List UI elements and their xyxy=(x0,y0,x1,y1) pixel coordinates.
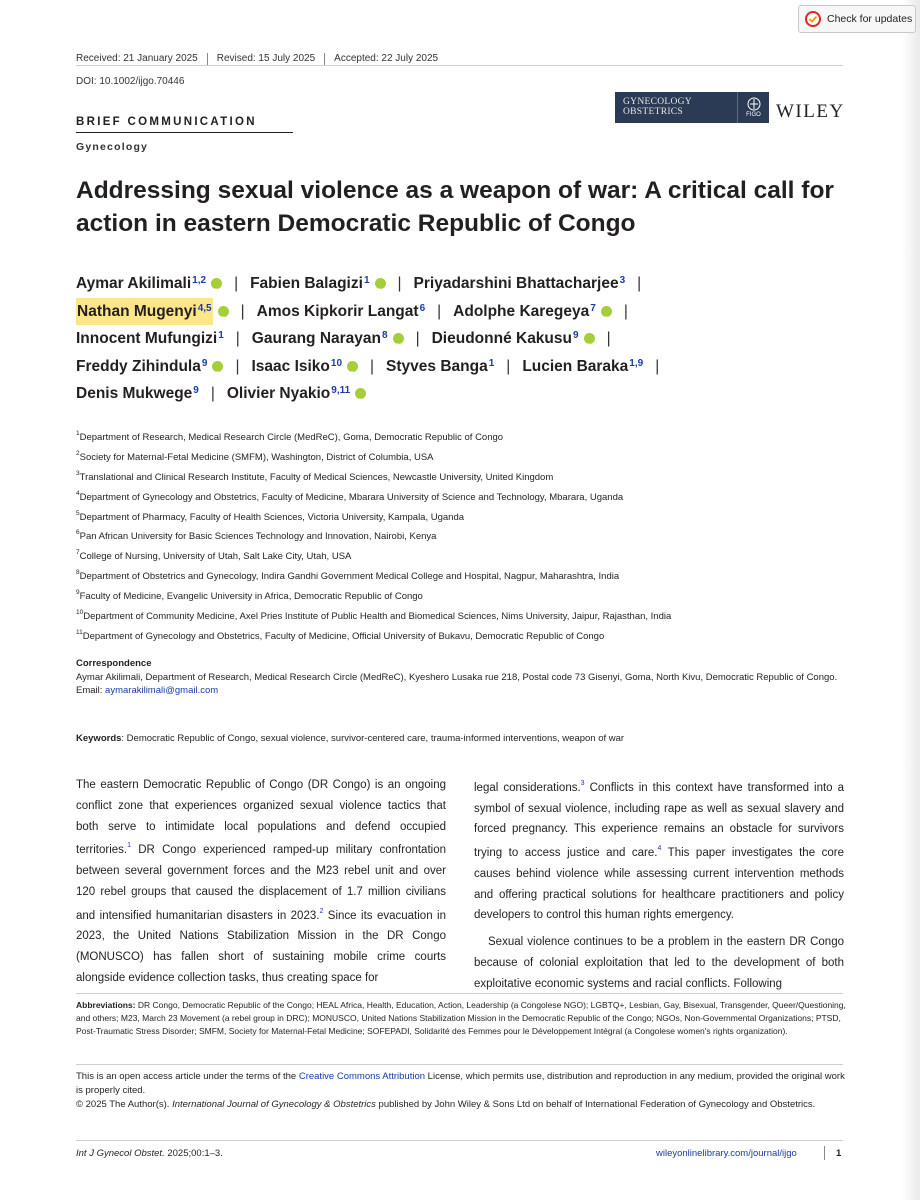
page-number: 1 xyxy=(836,1148,842,1159)
author-affiliation-ref[interactable]: 4,5 xyxy=(197,302,212,314)
body-text: legal considerations. xyxy=(474,781,581,794)
affiliation-text: Faculty of Medicine, Evangelic University in Africa, Democratic Republic of Congo xyxy=(79,591,423,603)
affiliation-text: Department of Community Medicine, Axel Pries Institute of Public Health and Biomedical Sciences, Nims University, Jaipur, Rajasthan, India xyxy=(83,611,672,623)
journal-logo-line1: GYNECOLOGY xyxy=(623,97,692,107)
citation-journal: Int J Gynecol Obstet. xyxy=(76,1148,165,1159)
body-paragraph xyxy=(76,775,446,989)
keywords xyxy=(76,733,846,744)
abbreviations-text: DR Congo, Democratic Republic of the Congo; HEAL Africa, Health, Education, Action, Leadership (a Congolese NGO); LGBTQ+, Lesbian, Gay, Bisexual, Transgender, Queer/Questioning, and others; M23, March 23 Movement (a rebel group in DRC); MONUSCO, United Nations Stabilization Mission in the Democratic Republic of the Congo; NGOs, Non-Governmental Organizations; PTSD, Post-Traumatic Stress Disorder; SMFM, Society for Maternal-Fetal Medicine; SOFEPADI, Solidarité des Femmes pour le Développement Intégral (a Congolese women's rights organization). xyxy=(76,1000,846,1036)
author-name: Amos Kipkorir Langat xyxy=(256,302,419,320)
affiliation-text: Translational and Clinical Research Institute, Faculty of Medical Sciences, Newcastle University, United Kingdom xyxy=(79,471,554,483)
article-title: Addressing sexual violence as a weapon of war: A critical call for action in eastern Democratic Republic of Congo xyxy=(76,177,834,237)
affiliation-number: 5 xyxy=(76,509,80,517)
submission-dates xyxy=(76,53,438,65)
check-for-updates-label: Check for updates xyxy=(827,13,913,25)
copyright-text: published by John Wiley & Sons Ltd on behalf of International Federation of Gynecology and Obstetrics. xyxy=(375,1098,816,1110)
citation-ref[interactable]: 1 xyxy=(127,842,132,850)
author-separator: | xyxy=(506,357,511,375)
affiliation-text: Department of Research, Medical Research Circle (MedReC), Goma, Democratic Republic of Congo xyxy=(79,432,504,444)
author-affiliation-ref[interactable]: 1 xyxy=(218,330,224,341)
author-affiliation-ref[interactable]: 6 xyxy=(419,302,426,314)
affiliation xyxy=(76,567,856,587)
orcid-icon[interactable] xyxy=(393,333,404,344)
keywords-label: Keywords xyxy=(76,733,122,744)
affiliation xyxy=(76,547,856,567)
keywords-text: : Democratic Republic of Congo, sexual violence, survivor-centered care, trauma-informed interventions, weapon of war xyxy=(121,733,625,744)
affiliation-text: Department of Gynecology and Obstetrics, Faculty of Medicine, Mbarara University of Science and Technology, Mbarara, Uganda xyxy=(79,491,624,503)
date-separator xyxy=(207,53,208,65)
author-name: Freddy Zihindula xyxy=(76,357,201,375)
author-affiliation-ref[interactable]: 1 xyxy=(363,275,370,286)
affiliation-text: Department of Obstetrics and Gynecology, Indira Gandhi Government Medical College and Hospital, Nagpur, Maharashtra, India xyxy=(79,571,620,583)
figo-label: FIGO xyxy=(746,112,761,118)
author-affiliation-ref[interactable]: 1 xyxy=(488,357,495,369)
received-date: Received: 21 January 2025 xyxy=(76,53,198,64)
author-separator: | xyxy=(437,302,442,320)
author-separator: | xyxy=(637,275,642,292)
correspondence-heading: Correspondence xyxy=(76,658,152,669)
body-text: The eastern Democratic Republic of Congo (DR Congo) is an ongoing conflict zone that experiences organized sexual violence tactics that both serve to intimidate local populations and defend occupied territories. xyxy=(76,779,446,857)
affiliation-number: 9 xyxy=(76,589,80,597)
affiliation-number: 3 xyxy=(76,469,80,477)
orcid-icon[interactable] xyxy=(375,278,386,289)
license-statement xyxy=(76,1070,846,1098)
license-divider xyxy=(76,1064,843,1065)
correspondence xyxy=(76,657,846,698)
journal-logo-line2: OBSTETRICS xyxy=(623,107,684,117)
affiliation xyxy=(76,448,856,468)
author-line xyxy=(76,380,856,408)
author-line xyxy=(76,298,856,326)
author-name: Adolphe Karegeya xyxy=(453,302,590,320)
figo-logo xyxy=(737,92,769,123)
affiliation-number: 10 xyxy=(76,609,84,617)
affiliation xyxy=(76,468,856,488)
check-for-updates-button[interactable] xyxy=(798,5,916,33)
affiliation xyxy=(76,508,856,528)
author-affiliation-ref[interactable]: 3 xyxy=(619,275,626,286)
orcid-icon[interactable] xyxy=(211,278,222,289)
author-name: Denis Mukwege xyxy=(76,385,193,402)
author-affiliation-ref[interactable]: 9 xyxy=(193,385,199,396)
revised-date: Revised: 15 July 2025 xyxy=(216,53,316,64)
citation-volume: 2025;00:1–3. xyxy=(164,1148,223,1159)
affiliation xyxy=(76,607,856,627)
author-separator: | xyxy=(415,330,420,347)
article-type-underline xyxy=(76,132,293,133)
footer-citation xyxy=(76,1148,223,1159)
author[interactable] xyxy=(453,298,612,326)
author[interactable] xyxy=(76,380,199,408)
author-name: Olivier Nyakio xyxy=(226,385,331,402)
license-text: License, which permits use, distribution and reproduction in any medium, provided the original work is properly cited. xyxy=(76,1071,845,1096)
author-affiliation-ref[interactable]: 1,9 xyxy=(629,357,644,369)
affiliation-list xyxy=(76,428,856,647)
journal-url-link[interactable]: wileyonlinelibrary.com/journal/ijgo xyxy=(656,1148,797,1159)
orcid-icon[interactable] xyxy=(347,361,358,372)
affiliation-number: 11 xyxy=(76,628,83,636)
abbreviations xyxy=(76,999,846,1038)
figo-emblem-icon xyxy=(747,97,761,111)
author[interactable] xyxy=(257,298,425,326)
email-link[interactable]: aymarakilimali@gmail.com xyxy=(105,685,219,696)
citation-ref[interactable]: 3 xyxy=(580,780,585,787)
author-separator: | xyxy=(234,275,239,292)
affiliation-text: College of Nursing, University of Utah, Salt Lake City, Utah, USA xyxy=(79,551,352,563)
author[interactable] xyxy=(227,380,366,408)
page-edge-shadow xyxy=(902,0,920,1200)
affiliation xyxy=(76,627,856,647)
license-notice xyxy=(76,1070,846,1111)
author-separator: | xyxy=(210,385,215,402)
author[interactable] xyxy=(76,353,223,381)
orcid-icon[interactable] xyxy=(355,388,366,399)
body-paragraph: Sexual violence continues to be a problem in the eastern DR Congo because of colonial exploitation that led to the development of both exploitative economic systems and racial conflicts. Following xyxy=(474,936,844,990)
accepted-date: Accepted: 22 July 2025 xyxy=(334,53,439,64)
author-separator: | xyxy=(655,357,660,375)
body-text: This paper investigates the core causes behind violence while assessing current intervention methods and offering practical solutions for healthcare practitioners and policy developers to control this human rights emergency. xyxy=(474,847,844,922)
affiliation-text: Society for Maternal-Fetal Medicine (SMFM), Washington, District of Columbia, USA xyxy=(79,452,434,464)
correspondence-address: Aymar Akilimali, Department of Research, Medical Research Circle (MedReC), Kyeshero Lusaka rue 218, Postal code 73 Gisenyi, Goma, North Kivu, Democratic Republic of Congo. xyxy=(76,671,838,683)
author-separator: | xyxy=(240,302,245,320)
author-name: Lucien Baraka xyxy=(522,357,629,375)
author-name: Gaurang Narayan xyxy=(251,330,382,347)
author-name: Innocent Mufungizi xyxy=(76,330,218,347)
affiliation xyxy=(76,488,856,508)
author-affiliation-ref[interactable]: 1,2 xyxy=(192,275,207,286)
correspondence-email-line xyxy=(76,684,846,698)
author-affiliation-ref[interactable]: 10 xyxy=(330,357,343,369)
citation-ref[interactable]: 2 xyxy=(319,907,324,915)
affiliation-number: 6 xyxy=(76,529,80,537)
author-separator: | xyxy=(235,357,240,375)
article-subsection: Gynecology xyxy=(76,141,149,153)
author-affiliation-ref[interactable]: 9,11 xyxy=(331,385,351,396)
orcid-icon[interactable] xyxy=(218,306,229,317)
affiliation xyxy=(76,527,856,547)
publisher-logo[interactable]: WILEY xyxy=(776,101,845,122)
affiliation-text: Department of Gynecology and Obstetrics, Faculty of Medicine, Official University of Bukavu, Democratic Republic of Congo xyxy=(82,631,605,643)
affiliation-number: 2 xyxy=(76,449,80,457)
journal-logo[interactable] xyxy=(615,92,769,123)
journal-logo-text xyxy=(615,92,737,123)
affiliation-text: Department of Pharmacy, Faculty of Health Sciences, Victoria University, Kampala, Uganda xyxy=(79,511,465,523)
body-text: DR Congo experienced ramped-up military confrontation between several government forces and the M23 rebel unit and over 120 rebel groups that caused the displacement of 1.7 million civilians and intensified humanitarian disasters in 2023. xyxy=(76,844,446,922)
author-affiliation-ref[interactable]: 9 xyxy=(573,330,579,341)
article-type: BRIEF COMMUNICATION xyxy=(76,116,257,128)
author-name: Aymar Akilimali xyxy=(76,275,192,292)
author[interactable] xyxy=(76,270,222,298)
affiliation xyxy=(76,428,856,448)
author[interactable] xyxy=(252,325,404,353)
copyright-statement xyxy=(76,1098,846,1112)
abbreviations-label: Abbreviations: xyxy=(76,1000,136,1010)
body-column-left xyxy=(76,775,446,989)
author-line xyxy=(76,270,856,298)
email-label: Email: xyxy=(76,685,103,696)
author-separator: | xyxy=(623,302,628,320)
author[interactable] xyxy=(250,270,385,298)
affiliation-number: 1 xyxy=(76,430,80,437)
author[interactable] xyxy=(432,325,595,353)
check-for-updates-icon xyxy=(805,11,821,27)
body-column-right xyxy=(474,775,844,995)
author-affiliation-ref[interactable]: 9 xyxy=(201,357,208,369)
author-line xyxy=(76,353,856,381)
copyright-text: © 2025 The Author(s). xyxy=(76,1098,173,1110)
affiliation-number: 7 xyxy=(76,549,80,557)
author-list xyxy=(76,270,856,408)
abbreviations-divider xyxy=(76,993,843,994)
affiliation-number: 4 xyxy=(76,489,80,497)
author-separator: | xyxy=(235,330,240,347)
affiliation-number: 8 xyxy=(76,569,80,577)
author-line xyxy=(76,325,856,353)
author-affiliation-ref[interactable]: 7 xyxy=(590,302,596,314)
author[interactable] xyxy=(76,325,224,353)
author-separator: | xyxy=(370,357,375,375)
author[interactable] xyxy=(251,353,358,381)
affiliation-text: Pan African University for Basic Sciences Technology and Innovation, Nairobi, Kenya xyxy=(79,531,437,543)
author-separator: | xyxy=(606,330,611,347)
license-text: This is an open access article under the terms of the xyxy=(76,1071,299,1082)
orcid-icon[interactable] xyxy=(601,306,612,317)
journal-name: International Journal of Gynecology & Obstetrics xyxy=(172,1098,376,1110)
body-paragraph xyxy=(474,775,844,926)
author-name: Isaac Isiko xyxy=(251,357,330,375)
date-separator xyxy=(324,53,325,65)
author[interactable] xyxy=(386,353,494,381)
header-divider xyxy=(76,65,843,66)
author-name: Priyadarshini Bhattacharjee xyxy=(413,275,619,292)
body-text: Since its evacuation in 2023, the United Nations Stabilization Mission in the DR Congo (MONUSCO) has fallen short of sustaining mobile crime courts alongside evidence collection tasks, thus creating space for xyxy=(76,909,446,984)
license-link[interactable]: Creative Commons Attribution xyxy=(298,1071,426,1082)
orcid-icon[interactable] xyxy=(212,361,223,372)
author-name: Styves Banga xyxy=(386,357,488,375)
author-name: Fabien Balagizi xyxy=(250,275,363,292)
author-name: Nathan Mugenyi xyxy=(77,302,197,320)
author[interactable] xyxy=(522,353,643,381)
doi[interactable]: DOI: 10.1002/ijgo.70446 xyxy=(76,76,185,87)
author-highlighted[interactable] xyxy=(76,298,213,326)
footer-separator xyxy=(824,1146,825,1160)
author[interactable] xyxy=(414,270,626,298)
affiliation xyxy=(76,587,856,607)
citation-ref[interactable]: 4 xyxy=(657,845,662,853)
author-affiliation-ref[interactable]: 8 xyxy=(382,330,388,341)
author-name: Dieudonné Kakusu xyxy=(431,330,572,347)
author-separator: | xyxy=(397,275,402,292)
body-text: Conflicts in this context have transformed into a symbol of sexual violence, including rape as well as sexual slavery and forced pregnancy. This experience remains an obstacle for survivors trying to access justice and care. xyxy=(474,781,844,860)
footer-divider xyxy=(76,1140,843,1141)
orcid-icon[interactable] xyxy=(584,333,595,344)
